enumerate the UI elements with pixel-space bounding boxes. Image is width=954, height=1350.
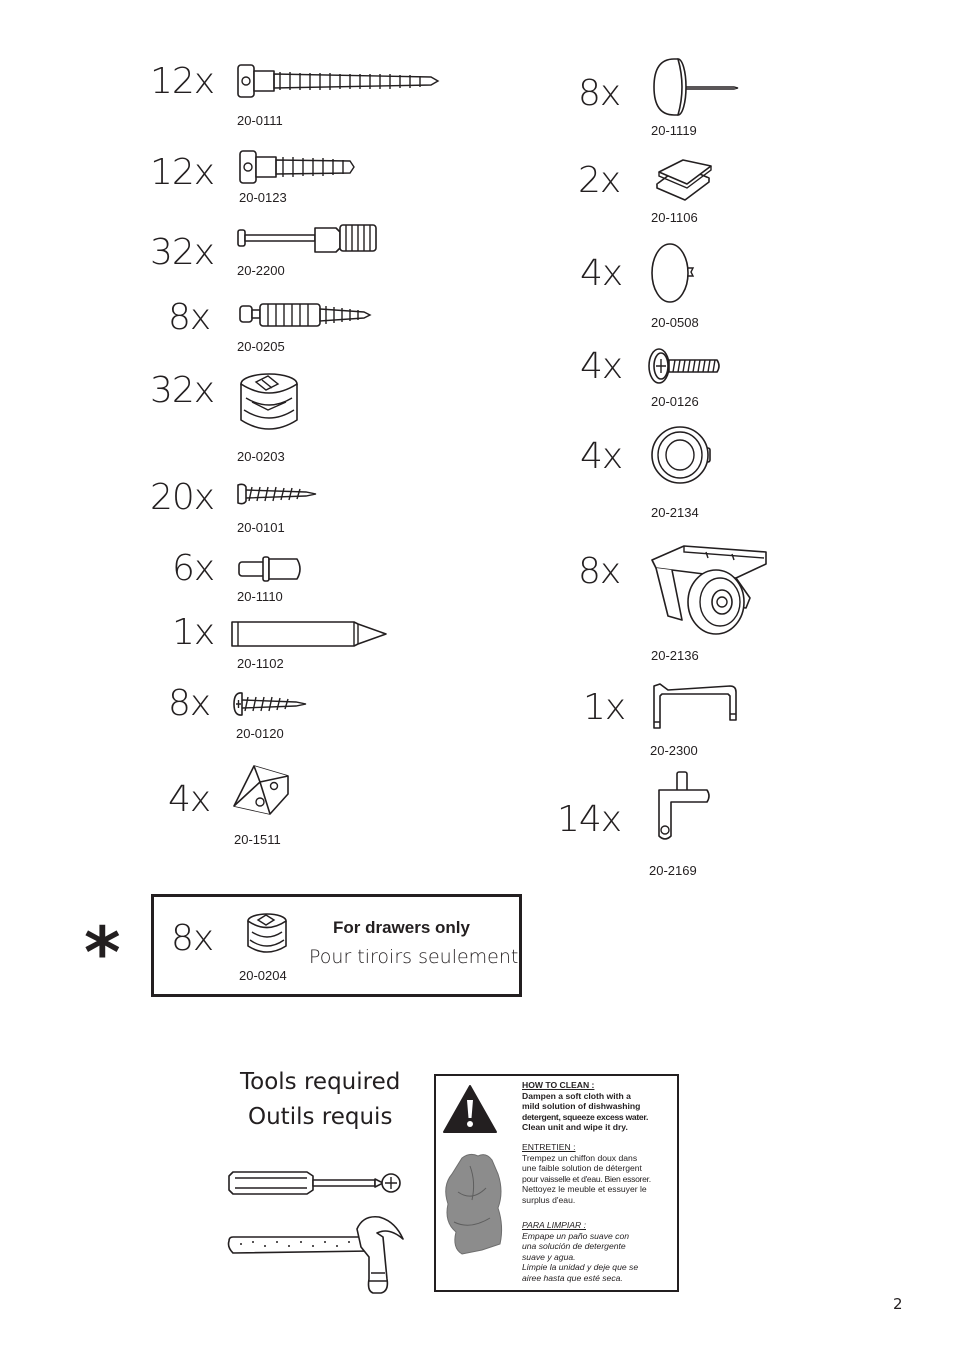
- hammer-icon: [227, 1213, 409, 1299]
- phillips-screwdriver-icon: [227, 1170, 405, 1200]
- code-20-0126: 20-0126: [651, 394, 699, 409]
- connector-bolt-icon: [236, 222, 381, 258]
- drawers-label-fr: Pour tiroirs seulement: [309, 946, 519, 968]
- qty-20-0204: 8x: [171, 918, 214, 959]
- asterisk-mark: *: [84, 912, 121, 994]
- tools-title-fr: Outils requis: [248, 1104, 393, 1130]
- qty-20-0101: 20x: [150, 477, 215, 518]
- code-20-1102: 20-1102: [237, 656, 284, 671]
- qty-20-2136: 8x: [578, 551, 621, 592]
- code-20-2136: 20-2136: [651, 648, 699, 663]
- qty-20-0111: 12x: [150, 61, 215, 102]
- code-20-2134: 20-2134: [651, 505, 699, 520]
- code-20-0205: 20-0205: [237, 339, 285, 354]
- code-20-1511: 20-1511: [234, 832, 281, 847]
- code-20-0111: 20-0111: [237, 113, 283, 128]
- cam-screw-icon: [238, 300, 378, 330]
- qty-20-1106: 2x: [578, 160, 621, 201]
- qty-20-0203: 32x: [150, 370, 215, 411]
- code-20-0203: 20-0203: [237, 449, 285, 464]
- code-20-0123: 20-0123: [239, 190, 287, 205]
- qty-20-0126: 4x: [580, 346, 623, 387]
- shelf-pin-icon: [237, 555, 307, 585]
- drawer-cam-lock-icon: [246, 912, 290, 956]
- qty-20-2169: 14x: [557, 799, 622, 840]
- qty-20-1102: 1x: [172, 612, 215, 653]
- cloth-icon: [442, 1152, 506, 1256]
- short-cam-bolt-icon: [238, 148, 363, 188]
- cleaning-es-line: una solución de detergente: [522, 1241, 626, 1252]
- cover-cap-icon: [650, 242, 700, 306]
- cleaning-fr-line: surplus d'eau.: [522, 1194, 576, 1205]
- cleaning-es-line: airee hasta que esté seca.: [522, 1272, 623, 1283]
- cleaning-es: [522, 1220, 674, 1284]
- qty-20-1110: 6x: [172, 548, 215, 589]
- qty-20-0123: 12x: [150, 152, 215, 193]
- cleaning-fr-line: Nettoyez le meuble et essuyer le: [522, 1184, 647, 1195]
- qty-20-2134: 4x: [580, 436, 623, 477]
- cleaning-fr-line: une faible solution de détergent: [522, 1163, 642, 1174]
- warning-triangle-icon: [442, 1084, 498, 1134]
- long-cam-bolt-icon: [236, 62, 441, 102]
- code-20-2300: 20-2300: [650, 743, 698, 758]
- cleaning-en-line: detergent, squeeze excess water.: [522, 1111, 649, 1122]
- caster-wheel-icon: [650, 538, 770, 638]
- code-20-0101: 20-0101: [237, 520, 285, 535]
- shelf-support-icon: [655, 770, 715, 852]
- touch-up-crayon-icon: [230, 620, 392, 650]
- cleaning-es-line: Limpie la unidad y deje que se: [522, 1262, 639, 1273]
- machine-screw-icon: [647, 346, 725, 386]
- cleaning-es-line: Empape un paño suave con: [522, 1230, 630, 1241]
- qty-20-0508: 4x: [580, 253, 623, 294]
- qty-20-2300: 1x: [583, 687, 626, 728]
- tools-title-en: Tools required: [240, 1069, 401, 1095]
- code-20-2200: 20-2200: [237, 263, 285, 278]
- qty-20-0120: 8x: [168, 683, 211, 724]
- drawers-label-en: For drawers only: [333, 918, 470, 937]
- code-20-0508: 20-0508: [651, 315, 699, 330]
- cleaning-es-line: suave y agua.: [522, 1251, 576, 1262]
- qty-20-2200: 32x: [150, 232, 215, 273]
- code-20-1106: 20-1106: [651, 210, 698, 225]
- cleaning-en-line: mild solution of dishwashing: [522, 1101, 641, 1112]
- qty-20-0205: 8x: [168, 297, 211, 338]
- knob-icon: [650, 424, 716, 486]
- cleaning-fr: [522, 1142, 674, 1206]
- corner-bracket-icon: [230, 762, 295, 822]
- cleaning-instructions-box: [434, 1074, 679, 1292]
- qty-20-1119: 8x: [578, 73, 621, 114]
- cam-lock-icon: [238, 372, 302, 434]
- pan-screw-icon: [232, 690, 310, 720]
- cleaning-en-line: Dampen a soft cloth with a: [522, 1090, 631, 1101]
- cleaning-fr-heading: ENTRETIEN :: [522, 1142, 576, 1152]
- nail-glide-icon: [650, 56, 742, 118]
- code-20-0120: 20-0120: [236, 726, 284, 741]
- code-20-2169: 20-2169: [649, 863, 697, 878]
- cleaning-fr-line: pour vaisselle et d'eau. Bien essorer.: [522, 1173, 651, 1184]
- allen-key-icon: [646, 682, 744, 734]
- page-number: 2: [893, 1295, 903, 1313]
- cleaning-en-heading: HOW TO CLEAN :: [522, 1080, 595, 1090]
- cleaning-en-line: Clean unit and wipe it dry.: [522, 1122, 628, 1133]
- wood-screw-icon: [236, 481, 321, 507]
- code-20-0204: 20-0204: [239, 968, 287, 983]
- qty-20-1511: 4x: [168, 779, 211, 820]
- cleaning-es-heading: PARA LIMPIAR :: [522, 1220, 586, 1230]
- code-20-1110: 20-1110: [237, 589, 283, 604]
- code-20-1119: 20-1119: [651, 123, 697, 138]
- felt-pad-icon: [653, 158, 715, 204]
- cleaning-fr-line: Trempez un chiffon doux dans: [522, 1152, 638, 1163]
- cleaning-en: [522, 1080, 674, 1133]
